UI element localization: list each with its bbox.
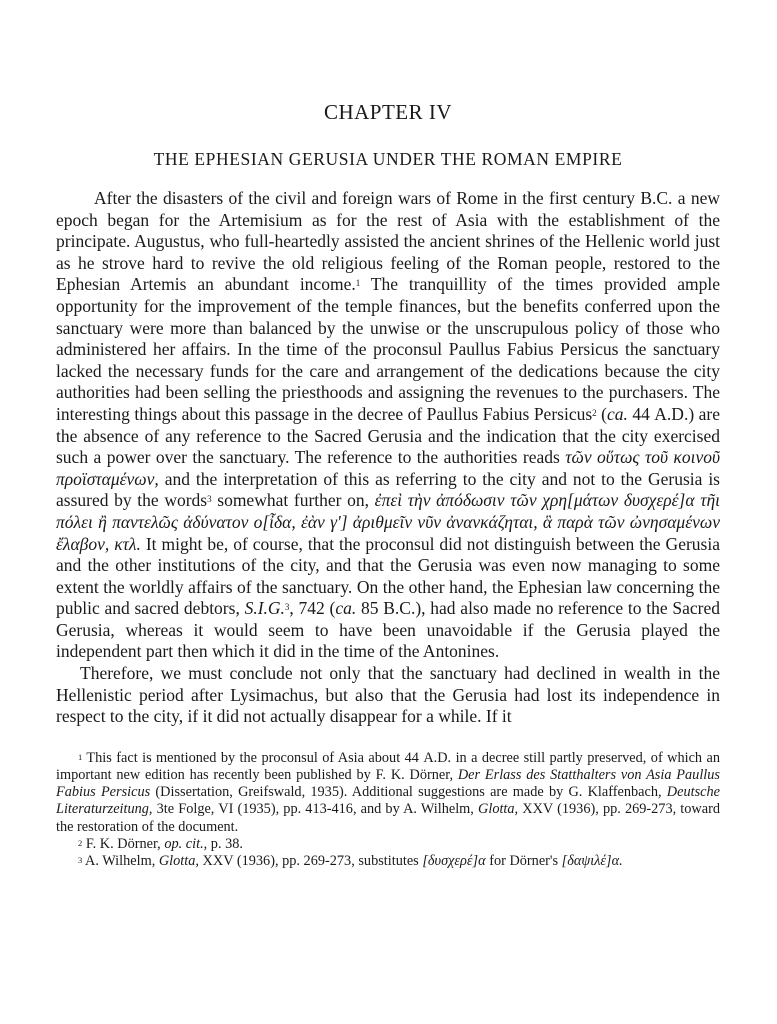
era-abbreviation: A.D. xyxy=(654,403,689,424)
footnote-2 xyxy=(56,836,720,853)
text-run: 85 xyxy=(356,598,384,619)
text-run: for Dörner's xyxy=(485,853,562,870)
greek-quotation: [δαψιλέ]α. xyxy=(561,853,623,870)
text-run: (Dissertation, Greifswald, 1935). Additional suggestions are made by G. Klaffenbach, xyxy=(150,784,667,801)
footnotes xyxy=(56,750,720,870)
text-run: After the disasters of the civil and foreign wars of Rome in the first century xyxy=(94,188,641,208)
work-title: Deutsche Literaturzeitung, xyxy=(56,784,720,818)
text-run: The tranquillity of the times provided ample opportunity for the improvement of the temple finances, but the benefits conferred upon the sanctuary were more than balanced by the unwise or the unscrupulous policy of those who administered her affairs. In the time of the proconsul Paullus Fabius Persicus the sanctuary lacked the necessary funds for the care and arrangement of the dedications because the city authorities had been selling the priesthoods and assigning the revenues to the purchasers. The interesting things about this passage in the decree of Paullus Fabius Persicus xyxy=(56,274,721,424)
era-abbreviation: B.C. xyxy=(640,188,673,208)
work-title: Glotta, xyxy=(158,853,199,870)
text-run: somewhat further on, xyxy=(211,490,375,511)
work-title: op. cit., xyxy=(164,835,208,852)
text-run: ( xyxy=(596,403,607,424)
text-run: 3te Folge, VI (1935), pp. 413-416, and by A. Wilhelm, xyxy=(152,801,479,818)
text-run: a new epoch began for the Artemisium as for the rest of Asia with the establishment of the principate. Augustus, who full-heartedly assisted the ancient shrines of the Hellenic world just as he strove hard to revive the old religious feeling of the Roman people, restored to the Ephesian Artemis an abundant income. xyxy=(56,188,720,295)
text-run: 44 xyxy=(627,403,655,424)
footnote-number: 3 xyxy=(78,855,83,866)
text-run: in a decree still partly preserved, of which an important new edition has recently been published by F. K. Dörner, xyxy=(56,749,720,784)
text-run: A. Wilhelm, xyxy=(82,853,159,870)
footnote-number: 1 xyxy=(78,751,83,762)
text-run: XXV (1936), pp. 269-273, toward the restoration of the document. xyxy=(56,801,721,835)
circa-abbreviation: ca. xyxy=(335,598,357,619)
footnote-ref-3[interactable]: 3 xyxy=(207,494,212,505)
footnote-1 xyxy=(56,750,720,836)
work-title: Glotta, xyxy=(478,801,519,818)
footnote-ref-2[interactable]: 2 xyxy=(592,407,597,418)
footnote-3 xyxy=(56,853,720,870)
era-abbreviation: B.C. xyxy=(383,598,416,619)
edition-superscript: 3 xyxy=(284,602,290,613)
text-run: It might be, of course, that the proconsul did not distinguish between the Gerusia and the other institutions of the city, and that the Gerusia was even now managing to some extent the worldly affairs of the sanctuary. On the other hand, the Ephesian law concerning the public and sacred debtors, xyxy=(56,533,720,619)
text-run: ) are the absence of any reference to the Sacred Gerusia and the indication that the city exercised such a power over the sanctuary. The reference to the authorities reads xyxy=(56,403,720,468)
text-run: This fact is mentioned by the proconsul of Asia about 44 xyxy=(82,749,424,766)
work-title: Der Erlass des Statthalters von Asia Paullus Fabius Persicus xyxy=(56,767,720,801)
greek-quotation: τῶν οὕτως τοῦ κοινοῦ προϊσταμένων, xyxy=(56,447,720,489)
text-run: XXV (1936), pp. 269-273, substitutes xyxy=(198,853,423,870)
text-run: p. 38. xyxy=(207,835,243,852)
circa-abbreviation: ca. xyxy=(606,403,628,424)
body-paragraph-1 xyxy=(56,188,720,663)
chapter-subtitle: THE EPHESIAN GERUSIA UNDER THE ROMAN EMPIRE xyxy=(153,149,623,169)
chapter-title: CHAPTER IV xyxy=(323,100,453,124)
footnote-ref-1[interactable]: 1 xyxy=(355,278,361,289)
greek-quotation: ἐπεὶ τὴν ἀπόδωσιν τῶν χρη[μάτων δυσχερέ]α τῆι πόλει ἢ παντελῶς ἀδύνατον ο[ἶδα, ἐὰν γ'] ἀριθμεῖν νῦν ἀνανκάζηται, ἃ παρὰ τῶν ὠνησαμένων ἔλαβον, κτλ. xyxy=(56,490,720,554)
text-run: and the interpretation of this as referring to the city and not to the Gerusia is assured by the words xyxy=(56,468,720,511)
text-run: ), had also made no reference to the Sacred Gerusia, whereas it would seem to have been unavoidable if the Gerusia played the independent part then which it did in the time of the Antonines. xyxy=(56,598,721,662)
era-abbreviation: A.D. xyxy=(423,749,452,766)
greek-quotation: [δυσχερέ]α xyxy=(422,853,486,870)
body-paragraph-2: Therefore, we must conclude not only that the sanctuary had declined in wealth in the Hellenistic period after Lysimachus, but also that the Gerusia had lost its independence in respect to the city, if it did not actually disappear for a while. If it xyxy=(56,663,720,727)
text-run: , 742 ( xyxy=(289,598,336,619)
text-run: F. K. Dörner, xyxy=(82,835,165,852)
document-page xyxy=(56,100,720,870)
footnote-number: 2 xyxy=(78,837,83,848)
citation-abbreviation: S.I.G. xyxy=(244,598,285,619)
